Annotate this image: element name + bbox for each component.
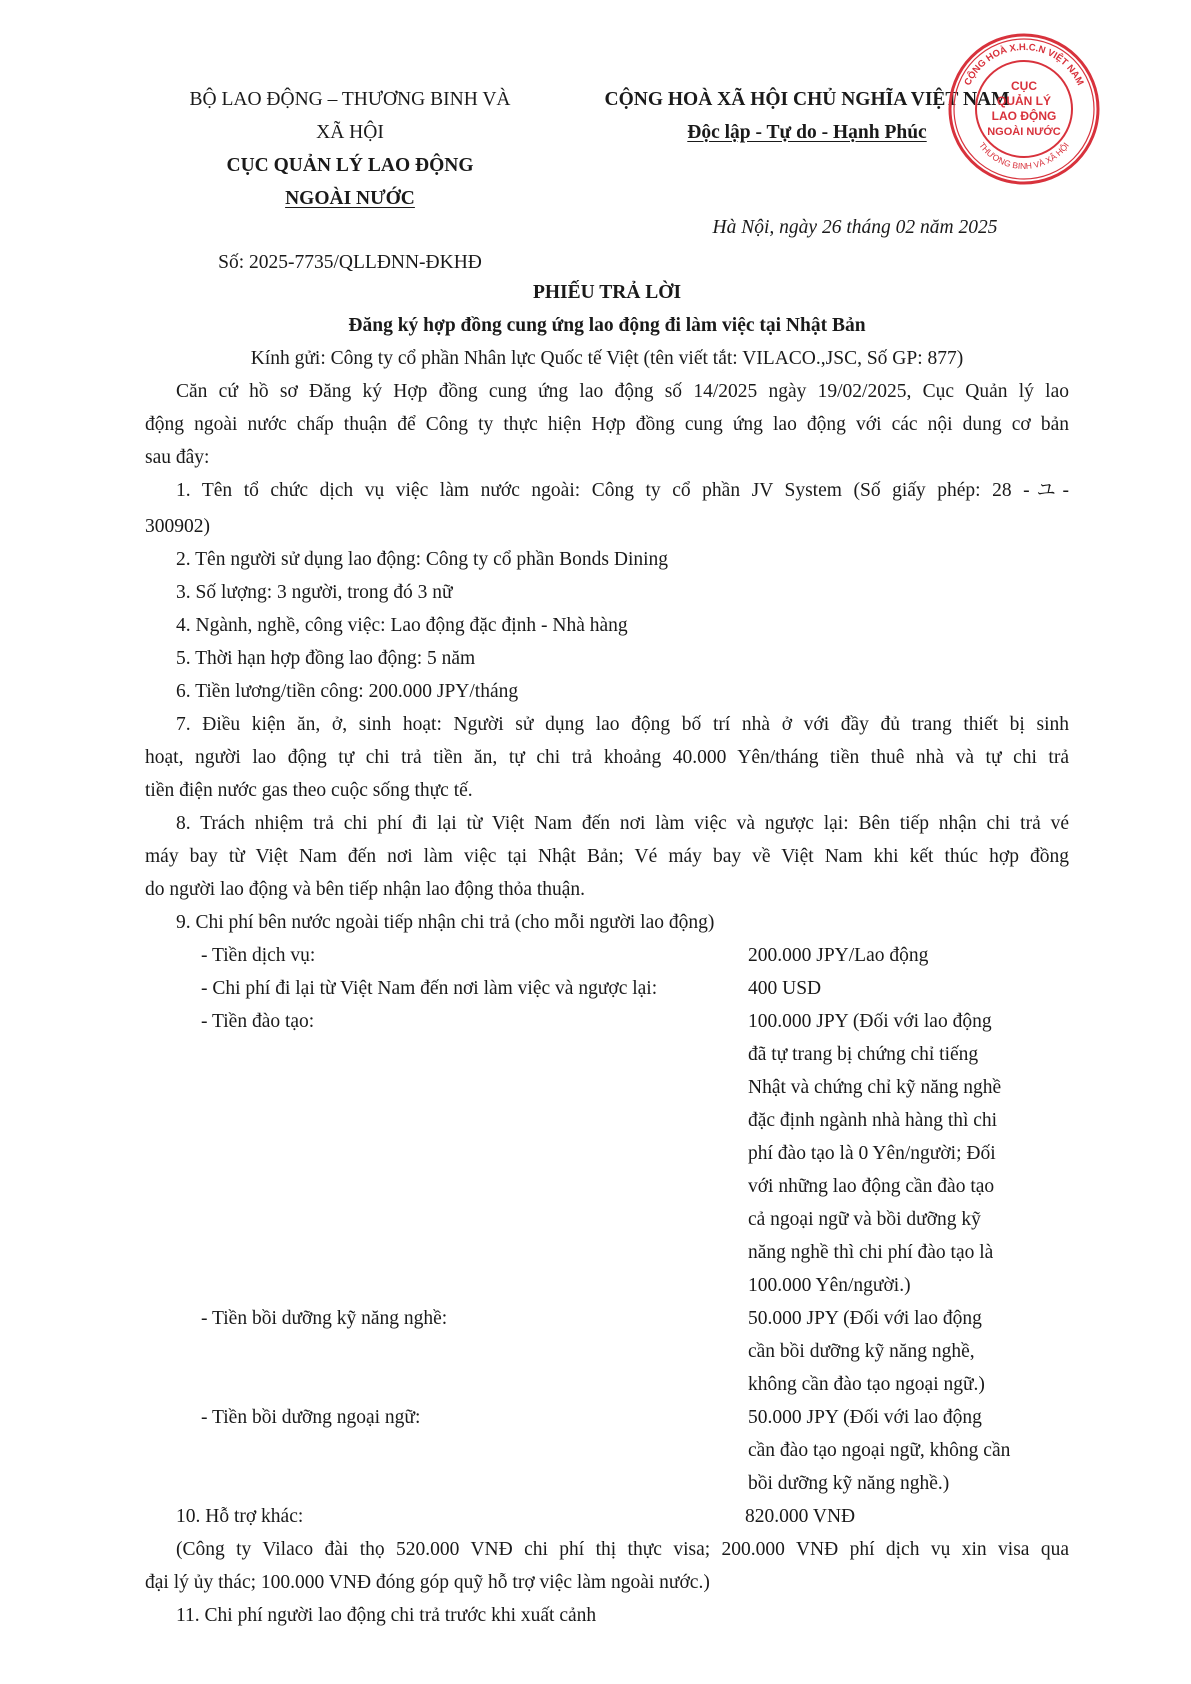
fee-skill-line: cần bồi dưỡng kỹ năng nghề, xyxy=(748,1341,975,1362)
republic-title: CỘNG HOÀ XÃ HỘI CHỦ NGHĨA VIỆT NAM xyxy=(604,89,1010,110)
department-name-line2: NGOÀI NƯỚC xyxy=(285,188,415,209)
item4: 4. Ngành, nghề, công việc: Lao động đặc định - Nhà hàng xyxy=(176,615,628,636)
basis-line2: động ngoài nước chấp thuận để Công ty thực hiện Hợp đồng cung ứng lao động với các nội dung cơ bản xyxy=(145,414,1069,435)
fee-skill-value xyxy=(748,1302,985,1401)
fee-service-value: 200.000 JPY/Lao động xyxy=(748,945,929,966)
item7-line3: tiền điện nước gas theo cuộc sống thực tế. xyxy=(145,780,473,801)
fee-skill-line: 50.000 JPY (Đối với lao động xyxy=(748,1308,982,1329)
item3: 3. Số lượng: 3 người, trong đó 3 nữ xyxy=(176,582,453,603)
item6: 6. Tiền lương/tiền công: 200.000 JPY/tháng xyxy=(176,681,519,702)
seal-center-line2: QUẢN LÝ xyxy=(997,94,1051,108)
fee-training-line: 100.000 JPY (Đối với lao động xyxy=(748,1011,992,1032)
item10-note-line2: đại lý ủy thác; 100.000 VNĐ đóng góp quỹ hỗ trợ việc làm ngoài nước.) xyxy=(145,1572,710,1593)
fee-training-value xyxy=(748,1005,1001,1302)
fee-skill-label: - Tiền bồi dưỡng kỹ năng nghề: xyxy=(201,1308,448,1329)
ministry-name-line1: BỘ LAO ĐỘNG – THƯƠNG BINH VÀ xyxy=(189,89,511,110)
fee-training-line: Nhật và chứng chỉ kỹ năng nghề xyxy=(748,1077,1002,1098)
item2: 2. Tên người sử dụng lao động: Công ty cổ phần Bonds Dining xyxy=(176,549,669,570)
fee-training-line: 100.000 Yên/người.) xyxy=(748,1275,911,1296)
item10-value: 820.000 VNĐ xyxy=(745,1506,856,1527)
fee-training-line: với những lao động cần đào tạo xyxy=(748,1176,995,1197)
item7-line1: 7. Điều kiện ăn, ở, sinh hoạt: Người sử dụng lao động bố trí nhà ở với đầy đủ trang thiết bị sinh xyxy=(176,714,1069,735)
ministry-block xyxy=(150,83,550,215)
item1-line1: 1. Tên tổ chức dịch vụ việc làm nước ngoài: Công ty cổ phần JV System (Số giấy phép: 28 -ユ- xyxy=(176,480,1069,501)
fee-service-label: - Tiền dịch vụ: xyxy=(201,945,316,966)
basis-line3: sau đây: xyxy=(145,447,210,468)
fee-training-line: đặc định ngành nhà hàng thì chi xyxy=(748,1110,998,1131)
fee-language-label: - Tiền bồi dưỡng ngoại ngữ: xyxy=(201,1407,421,1428)
seal-center-line1: CỤC xyxy=(1011,79,1037,93)
fee-skill-line: không cần đào tạo ngoại ngữ.) xyxy=(748,1374,985,1395)
fee-language-line: cần đào tạo ngoại ngữ, không cần xyxy=(748,1440,1011,1461)
department-name-line1: CỤC QUẢN LÝ LAO ĐỘNG xyxy=(226,155,474,176)
seal-ring-bottom-text: THƯƠNG BINH VÀ XÃ HỘI xyxy=(977,140,1071,172)
fee-language-line: 50.000 JPY (Đối với lao động xyxy=(748,1407,982,1428)
item9: 9. Chi phí bên nước ngoài tiếp nhận chi trả (cho mỗi người lao động) xyxy=(176,912,715,933)
seal-center-line4: NGOÀI NƯỚC xyxy=(987,126,1061,138)
item1-line2: 300902) xyxy=(145,516,210,537)
national-motto: Độc lập - Tự do - Hạnh Phúc xyxy=(687,122,927,143)
seal-center-line3: LAO ĐỘNG xyxy=(991,109,1057,123)
item10-note-line1: (Công ty Vilaco đài thọ 520.000 VNĐ chi phí thị thực visa; 200.000 VNĐ phí dịch vụ xin visa qua xyxy=(176,1539,1069,1560)
seal-ring-top-text: CỘNG HOÀ X.H.C.N VIỆT NAM xyxy=(962,41,1086,88)
document-title: PHIẾU TRẢ LỜI xyxy=(532,282,682,303)
fee-training-label: - Tiền đào tạo: xyxy=(201,1011,315,1032)
ministry-name-line2: XÃ HỘI xyxy=(316,122,384,143)
fee-language-value xyxy=(748,1401,1010,1500)
item10-label: 10. Hỗ trợ khác: xyxy=(176,1506,304,1527)
document-number: Số: 2025-7735/QLLĐNN-ĐKHĐ xyxy=(218,252,482,273)
fee-training-line: đã tự trang bị chứng chỉ tiếng xyxy=(748,1044,979,1065)
fee-training-line: phí đào tạo là 0 Yên/người; Đối xyxy=(748,1143,996,1164)
item5: 5. Thời hạn hợp đồng lao động: 5 năm xyxy=(176,648,476,669)
issue-date: Hà Nội, ngày 26 tháng 02 năm 2025 xyxy=(712,217,998,238)
official-seal-stamp xyxy=(947,32,1101,186)
item7-line2: hoạt, người lao động tự chi trả tiền ăn, tự chi trả khoảng 40.000 Yên/tháng tiền thuê nhà và tự chi trả xyxy=(145,747,1069,768)
fee-training-line: năng nghề thì chi phí đào tạo là xyxy=(748,1242,994,1263)
fee-travel-value: 400 USD xyxy=(748,978,822,999)
fee-travel-label: - Chi phí đi lại từ Việt Nam đến nơi làm việc và ngược lại: xyxy=(201,978,658,999)
fee-training-line: cả ngoại ngữ và bồi dưỡng kỹ xyxy=(748,1209,981,1230)
fee-language-line: bồi dưỡng kỹ năng nghề.) xyxy=(748,1473,950,1494)
item8-line2: máy bay từ Việt Nam đến nơi làm việc tại Nhật Bản; Vé máy bay về Việt Nam khi kết thúc hợp đồng xyxy=(145,846,1069,867)
item8-line3: do người lao động và bên tiếp nhận lao động thỏa thuận. xyxy=(145,879,586,900)
item8-line1: 8. Trách nhiệm trả chi phí đi lại từ Việt Nam đến nơi làm việc và ngược lại: Bên tiếp nhận chi trả vé xyxy=(176,813,1069,834)
item11: 11. Chi phí người lao động chi trả trước khi xuất cảnh xyxy=(176,1605,597,1626)
recipient-line: Kính gửi: Công ty cổ phần Nhân lực Quốc tế Việt (tên viết tắt: VILACO.,JSC, Số GP: 877) xyxy=(250,348,964,369)
basis-line1: Căn cứ hồ sơ Đăng ký Hợp đồng cung ứng lao động số 14/2025 ngày 19/02/2025, Cục Quản lý lao xyxy=(176,381,1069,402)
document-subtitle: Đăng ký hợp đồng cung ứng lao động đi làm việc tại Nhật Bản xyxy=(348,315,866,336)
